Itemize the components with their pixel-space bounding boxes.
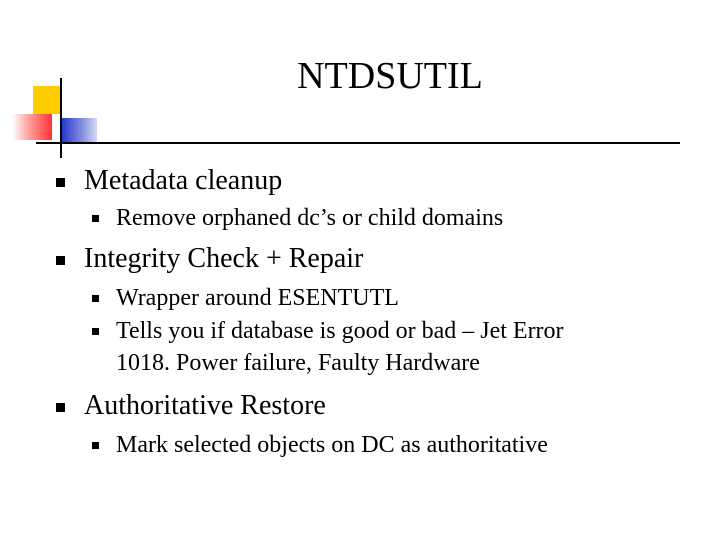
bullet-authoritative-restore: Authoritative Restore [84, 390, 326, 421]
bullet-marker [56, 178, 65, 187]
sub-bullet-marker [92, 328, 99, 335]
red-gradient-decoration [12, 114, 52, 140]
bullet-metadata-cleanup: Metadata cleanup [84, 165, 283, 196]
sub-bullet-marker [92, 295, 99, 302]
sub-bullet-continuation: 1018. Power failure, Faulty Hardware [116, 350, 480, 376]
sub-bullet-mark-authoritative: Mark selected objects on DC as authoritative [116, 432, 548, 458]
sub-bullet-remove-orphaned: Remove orphaned dc’s or child domains [116, 205, 504, 231]
blue-gradient-decoration [61, 118, 97, 144]
sub-bullet-wrapper-esentutl: Wrapper around ESENTUTL [116, 285, 399, 311]
bullet-marker [56, 256, 65, 265]
sub-bullet-marker [92, 215, 99, 222]
slide-title: NTDSUTIL [297, 55, 483, 97]
bullet-integrity-check: Integrity Check + Repair [84, 243, 364, 274]
vertical-rule [60, 78, 62, 158]
sub-bullet-database-good-bad: Tells you if database is good or bad – Jet Error [116, 318, 564, 344]
bullet-marker [56, 403, 65, 412]
yellow-square-decoration [33, 86, 61, 114]
title-underline-rule [36, 142, 680, 144]
corner-decoration [0, 0, 110, 165]
sub-bullet-marker [92, 442, 99, 449]
